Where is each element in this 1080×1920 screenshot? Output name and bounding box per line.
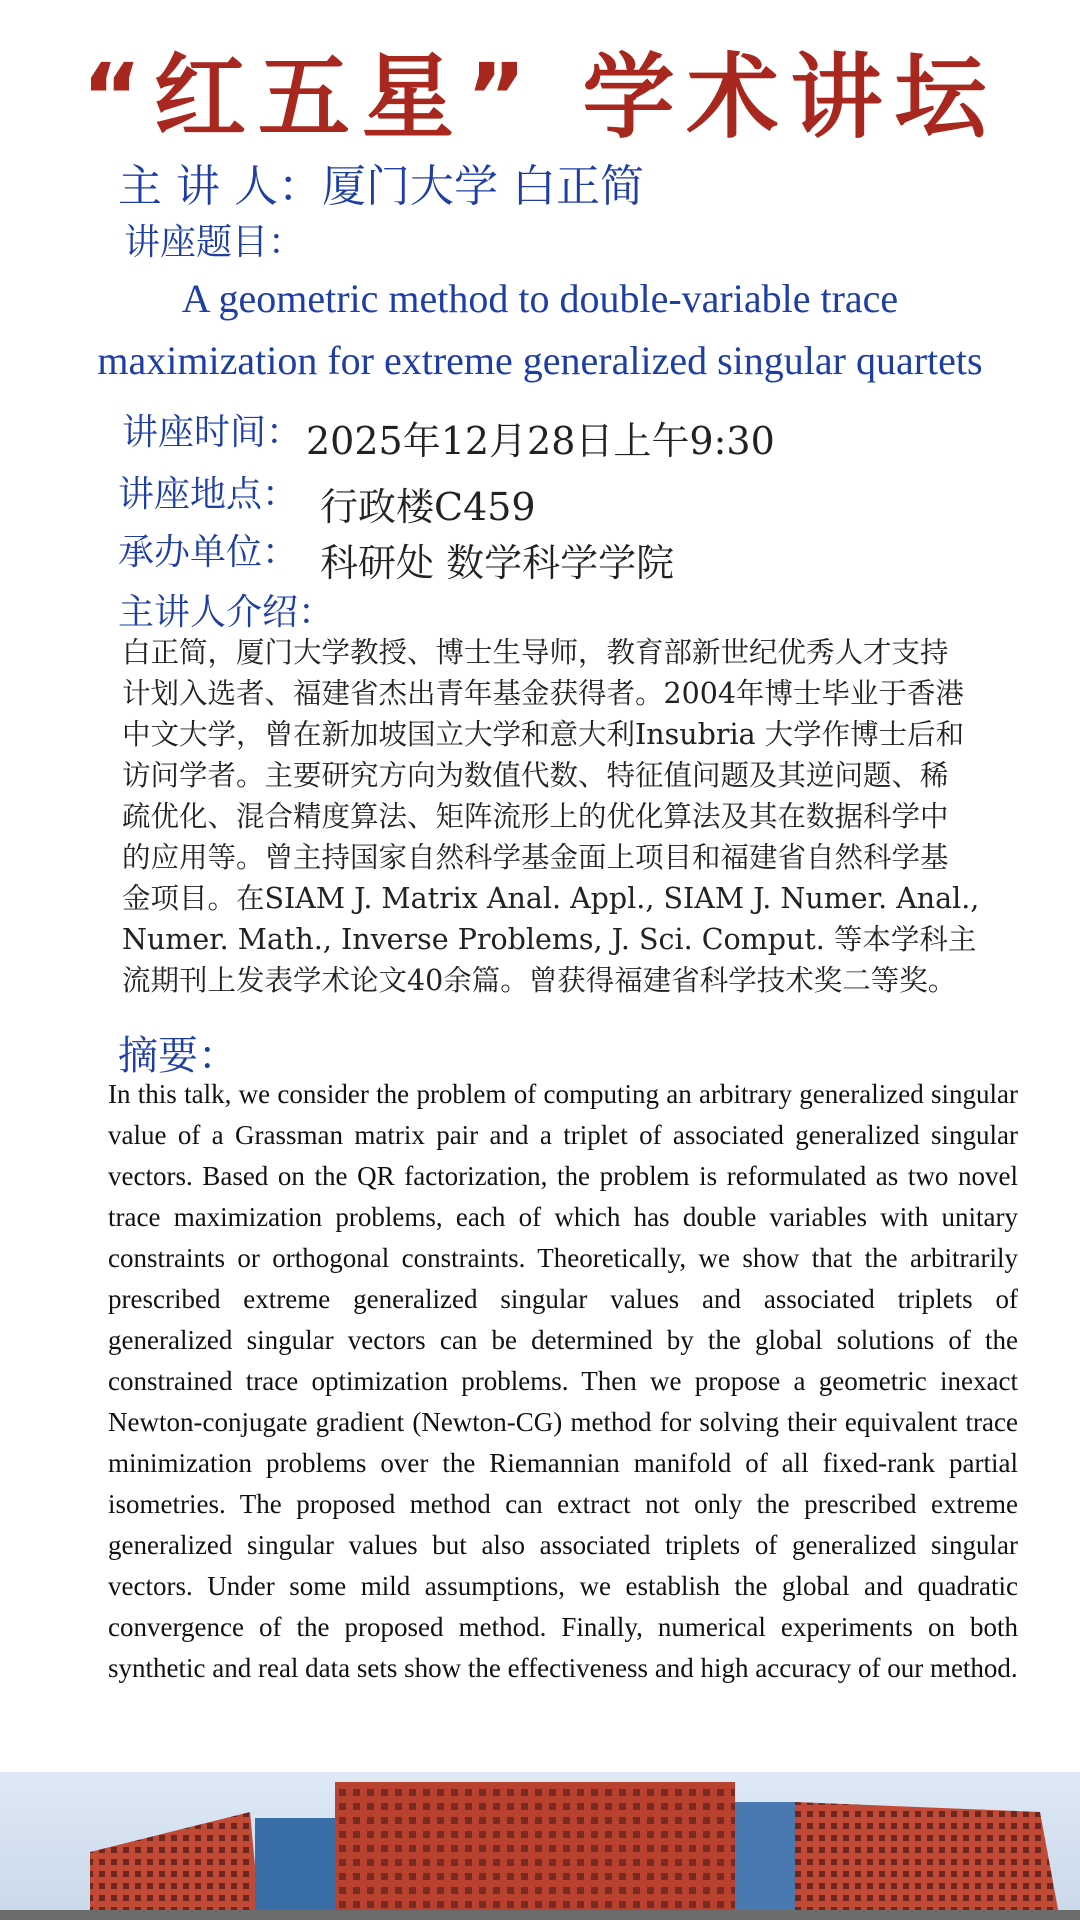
campus-building-illustration: [0, 1772, 1080, 1920]
bio-line: 金项目。在SIAM J. Matrix Anal. Appl., SIAM J. Numer. Anal.,: [122, 882, 980, 915]
talk-title: [40, 268, 1040, 392]
bio-line: 计划入选者、福建省杰出青年基金获得者。2004年博士毕业于香港: [122, 677, 965, 710]
bio-line: 的应用等。曾主持国家自然科学基金面上项目和福建省自然科学基: [122, 841, 949, 874]
abstract-label: 摘要：: [118, 1033, 238, 1079]
building-glass-tower: [255, 1818, 335, 1920]
place-value: 行政楼C459: [320, 485, 536, 529]
time-label: 讲座时间：: [122, 412, 303, 453]
ground: [0, 1910, 1080, 1920]
bio-line: 疏优化、混合精度算法、矩阵流形上的优化算法及其在数据科学中: [122, 800, 949, 833]
bio-line: 流期刊上发表学术论文40余篇。曾获得福建省科学技术奖二等奖。: [122, 964, 957, 997]
speaker-line: 主 讲 人：厦门大学 白正简: [118, 161, 644, 212]
bio-label: 主讲人介绍：: [118, 592, 335, 633]
building-main-block: [335, 1782, 735, 1920]
bio-line: Numer. Math., Inverse Problems, J. Sci. Comput. 等本学科主: [122, 923, 977, 956]
bio-line: 访问学者。主要研究方向为数值代数、特征值问题及其逆问题、稀: [122, 759, 949, 792]
talk-title-line: maximization for extreme generalized singular quartets: [97, 338, 983, 383]
building-right-wing: [795, 1802, 1060, 1920]
poster-title: “红五星” 学术讲坛: [81, 44, 999, 151]
place-label: 讲座地点：: [118, 474, 299, 515]
speaker-bio: [122, 632, 1004, 1001]
host-value: 科研处 数学科学学院: [320, 541, 675, 585]
topic-label: 讲座题目：: [124, 222, 305, 263]
talk-title-line: A geometric method to double-variable trace: [181, 276, 899, 321]
bio-line: 中文大学，曾在新加坡国立大学和意大利Insubria 大学作博士后和: [122, 718, 965, 751]
bio-line: 白正简，厦门大学教授、博士生导师，教育部新世纪优秀人才支持: [122, 636, 949, 669]
building-glass-tower: [735, 1802, 795, 1920]
host-label: 承办单位：: [118, 532, 299, 573]
abstract-text: In this talk, we consider the problem of computing an arbitrary generalized singular value of a Grassman matrix pair and a triplet of associated generalized singular vectors. Based on the QR factorization, the problem is reformulated as two novel trace maximization problems, each of which has double variables with unitary constraints or orthogonal constraints. Theoretically, we show that the arbitrarily prescribed extreme generalized singular values and associated triplets of generalized singular vectors can be determined by the global solutions of the constrained trace optimization problems. Then we propose a geometric inexact Newton-conjugate gradient (Newton-CG) method for solving their equivalent trace minimization problems over the Riemannian manifold of all fixed-rank partial isometries. The proposed method can extract not only the prescribed extreme generalized singular values but also associated triplets of generalized singular vectors. Under some mild assumptions, we establish the global and quadratic convergence of the proposed method. Finally, numerical experiments on both synthetic and real data sets show the effectiveness and high accuracy of our method.: [108, 1079, 1018, 1683]
time-value: 2025年12月28日上午9:30: [306, 419, 775, 463]
